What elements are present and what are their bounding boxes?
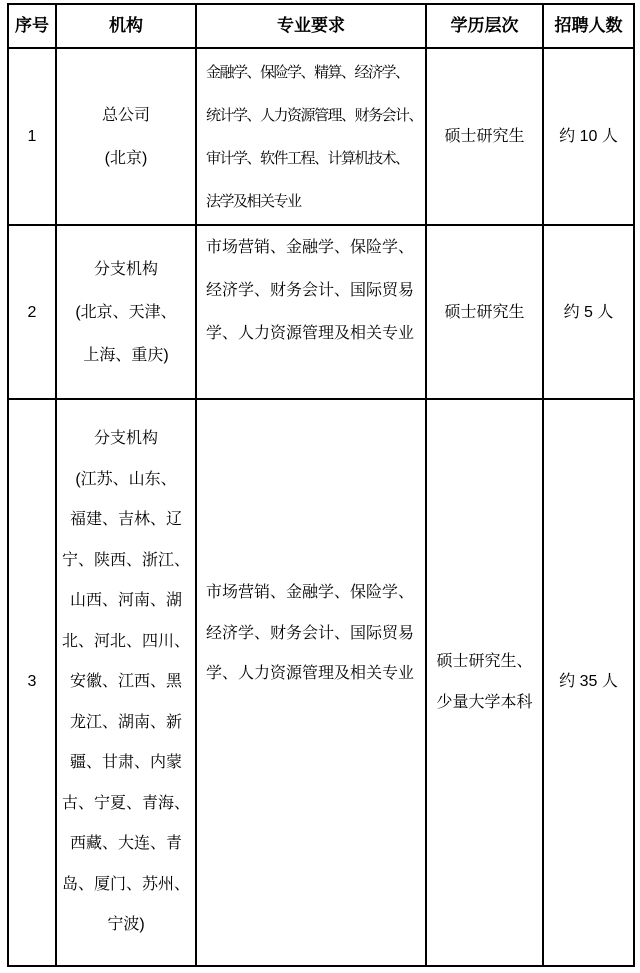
text-line: 福建、吉林、辽 (69, 511, 182, 529)
organization-cell (56, 225, 196, 399)
headcount-cell: 约 35 人 (543, 399, 634, 966)
serial-number-cell: 1 (8, 48, 56, 225)
header-row (8, 4, 634, 48)
text-line: 分支机构 (93, 260, 158, 278)
major-requirements-cell (196, 399, 426, 966)
text-line: 统计学、人力资源管理、财务会计、 (206, 106, 423, 124)
text-line: 市场营销、金融学、保险学、 (206, 239, 415, 256)
header-headcount: 招聘人数 (543, 4, 634, 48)
header-serial-number: 序号 (8, 4, 56, 48)
text-line: 山西、河南、湖 (69, 592, 182, 610)
table-row (8, 48, 634, 225)
text-line: 疆、甘肃、内蒙 (69, 754, 182, 772)
headcount-cell: 约 10 人 (543, 48, 634, 225)
text-line: (北京) (104, 149, 148, 167)
text-line: 总公司 (101, 106, 150, 124)
text-line: 龙江、湖南、新 (69, 713, 182, 731)
text-line: 硕士研究生、 (436, 653, 533, 670)
serial-number-cell: 2 (8, 225, 56, 399)
text-line: 古、宁夏、青海、 (61, 794, 190, 812)
education-level-cell (426, 225, 543, 399)
text-line: 学、人力资源管理及相关专业 (206, 325, 415, 342)
headcount-cell: 约 5 人 (543, 225, 634, 399)
text-line: 硕士研究生 (444, 128, 525, 145)
text-line: 学、人力资源管理及相关专业 (206, 665, 415, 683)
header-organization: 机构 (56, 4, 196, 48)
text-line: 上海、重庆) (83, 346, 169, 364)
text-line: (北京、天津、 (75, 303, 177, 321)
education-level-cell (426, 48, 543, 225)
major-requirements-cell (196, 48, 426, 225)
text-line: 市场营销、金融学、保险学、 (206, 584, 415, 602)
text-line: 金融学、保险学、精算、经济学、 (206, 63, 409, 81)
text-line: 宁波) (107, 916, 145, 934)
table-row (8, 399, 634, 966)
major-requirements-cell (196, 225, 426, 399)
text-line: 法学及相关专业 (206, 192, 301, 210)
organization-cell (56, 48, 196, 225)
text-line: 分支机构 (93, 430, 158, 448)
text-line: 安徽、江西、黑 (69, 673, 182, 691)
serial-number-cell: 3 (8, 399, 56, 966)
recruitment-table (7, 3, 635, 967)
text-line: 岛、厦门、苏州、 (61, 875, 190, 893)
header-major-requirements: 专业要求 (196, 4, 426, 48)
text-line: 北、河北、四川、 (61, 632, 190, 650)
text-line: 西藏、大连、青 (69, 835, 182, 853)
education-level-cell (426, 399, 543, 966)
header-education-level: 学历层次 (426, 4, 543, 48)
text-line: 硕士研究生 (444, 303, 525, 321)
text-line: 经济学、财务会计、国际贸易 (206, 282, 415, 299)
text-line: 少量大学本科 (436, 693, 533, 711)
text-line: (江苏、山东、 (75, 470, 177, 488)
text-line: 审计学、软件工程、计算机技术、 (206, 149, 409, 167)
organization-cell (56, 399, 196, 966)
text-line: 宁、陕西、浙江、 (61, 551, 190, 569)
text-line: 经济学、财务会计、国际贸易 (206, 624, 415, 642)
table-row (8, 225, 634, 399)
